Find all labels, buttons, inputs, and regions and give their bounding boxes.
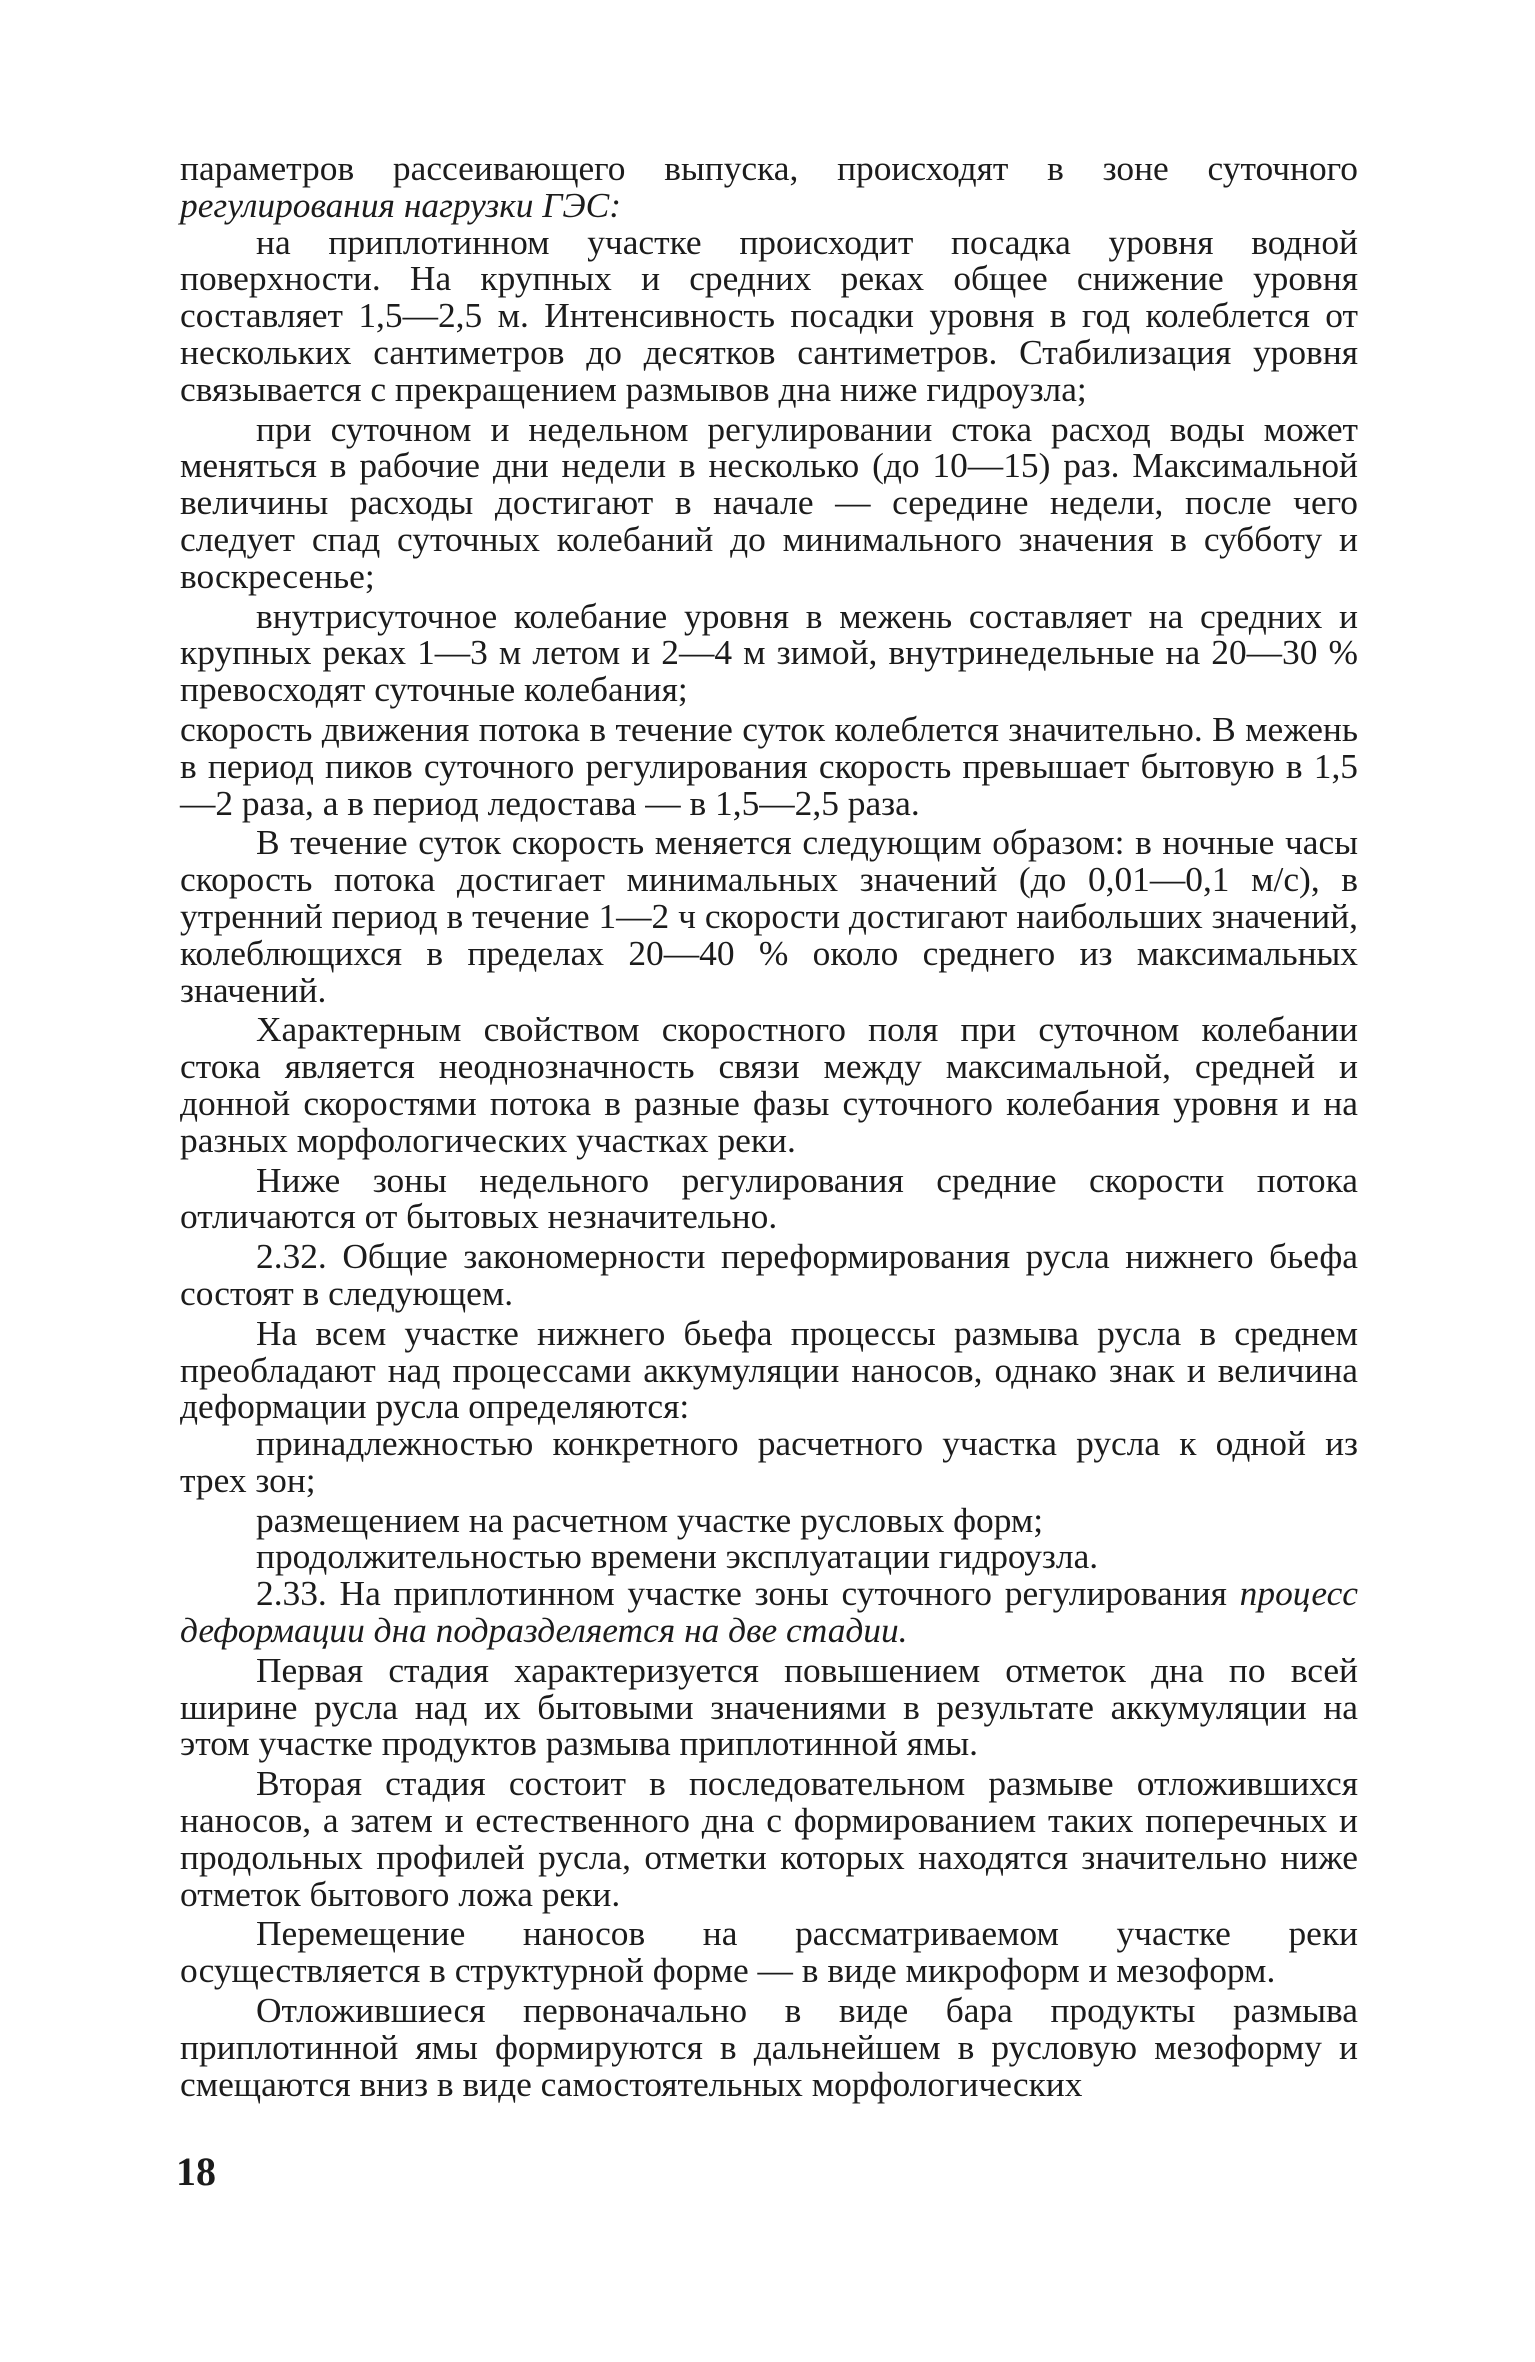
page-number: 18 <box>176 2149 216 2194</box>
italic-phrase: процесс деформации дна подразделяется на две стадии. <box>180 1573 1358 1651</box>
italic-phrase: регулирования нагрузки ГЭС: <box>180 184 621 225</box>
paragraph-17: Перемещение наносов на рассматриваемом участке реки осуществляется в структурной форме — в виде микроформ и мезоформ. <box>180 1913 1358 1991</box>
paragraph-13: продолжительностью времени эксплуатации гидроузла. <box>256 1536 1099 1577</box>
paragraph-5: скорость движения потока в течение суток колеблется значительно. В межень в период пиков суточного регулирования скорость превышает бытовую в 1,5—2 раза, а в период ледостава — в 1,5—2,5 раза. <box>180 708 1358 823</box>
paragraph-12: размещением на расчетном участке русловых форм; <box>256 1499 1044 1540</box>
paragraph-18: Отложившиеся первоначально в виде бара продукты размыва приплотинной ямы формируются в дальнейшем в русловую мезоформу и смещаются вниз в виде самостоятельных морфологических <box>180 1990 1358 2104</box>
paragraph-11: принадлежностью конкретного расчетного участка русла к одной из трех зон; <box>180 1423 1358 1500</box>
page-text <box>180 150 1358 2102</box>
paragraph-1: параметров рассеивающего выпуска, происходят в зоне суточного регулирования нагрузки ГЭС: <box>180 148 1358 225</box>
paragraph-10: На всем участке нижнего бьефа процессы размыва русла в среднем преобладают над процессами аккумуляции наносов, однако знак и величина деформации русла определяются: <box>180 1312 1358 1427</box>
section-2-33: 2.33. На приплотинном участке зоны суточного регулирования процесс деформации дна подразделяется на две стадии. <box>180 1573 1358 1651</box>
paragraph-3: при суточном и недельном регулировании стока расход воды может меняться в рабочие дни недели в несколько (до 10—15) раз. Максимальной величины расходы достигают в начале — середине недели, после чего следует спад суточных колебаний до минимального значения в субботу и воскресенье; <box>180 408 1358 596</box>
paragraph-2: на приплотинном участке происходит посадка уровня водной поверхности. На крупных и средних реках общее снижение уровня составляет 1,5—2,5 м. Интенсивность посадки уровня в год колеблется от нескольких сантиметров до десятков сантиметров. Стабилизация уровня связывается с прекращением размывов дна ниже гидроузла; <box>180 221 1358 409</box>
section-2-32: 2.32. Общие закономерности переформирования русла нижнего бьефа состоят в следующем. <box>180 1236 1358 1313</box>
paragraph-16: Вторая стадия состоит в последовательном размыве отложившихся наносов, а затем и естественного дна с формированием таких поперечных и продольных профилей русла, отметки которых находятся значительно ниже отметок бытового ложа реки. <box>180 1763 1358 1914</box>
paragraph-7: Характерным свойством скоростного поля при суточном колебании стока является неоднозначность связи между максимальной, средней и донной скоростями потока в разные фазы суточного колебания уровня и на разных морфологических участках реки. <box>180 1009 1358 1160</box>
paragraph-6: В течение суток скорость меняется следующим образом: в ночные часы скорость потока достигает минимальных значений (до 0,01—0,1 м/с), в утренний период в течение 1—2 ч скорости достигают наибольших значений, колеблющихся в пределах 20—40 % около среднего из максимальных значений. <box>180 822 1358 1010</box>
paragraph-8: Ниже зоны недельного регулирования средние скорости потока отличаются от бытовых незначительно. <box>180 1159 1358 1237</box>
paragraph-15: Первая стадия характеризуется повышением отметок дна по всей ширине русла над их бытовыми значениями в результате аккумуляции на этом участке продуктов размыва приплотинной ямы. <box>180 1649 1358 1764</box>
paragraph-4: внутрисуточное колебание уровня в межень составляет на средних и крупных реках 1—3 м летом и 2—4 м зимой, внутринедельные на 20—30 % превосходят суточные колебания; <box>180 595 1358 710</box>
